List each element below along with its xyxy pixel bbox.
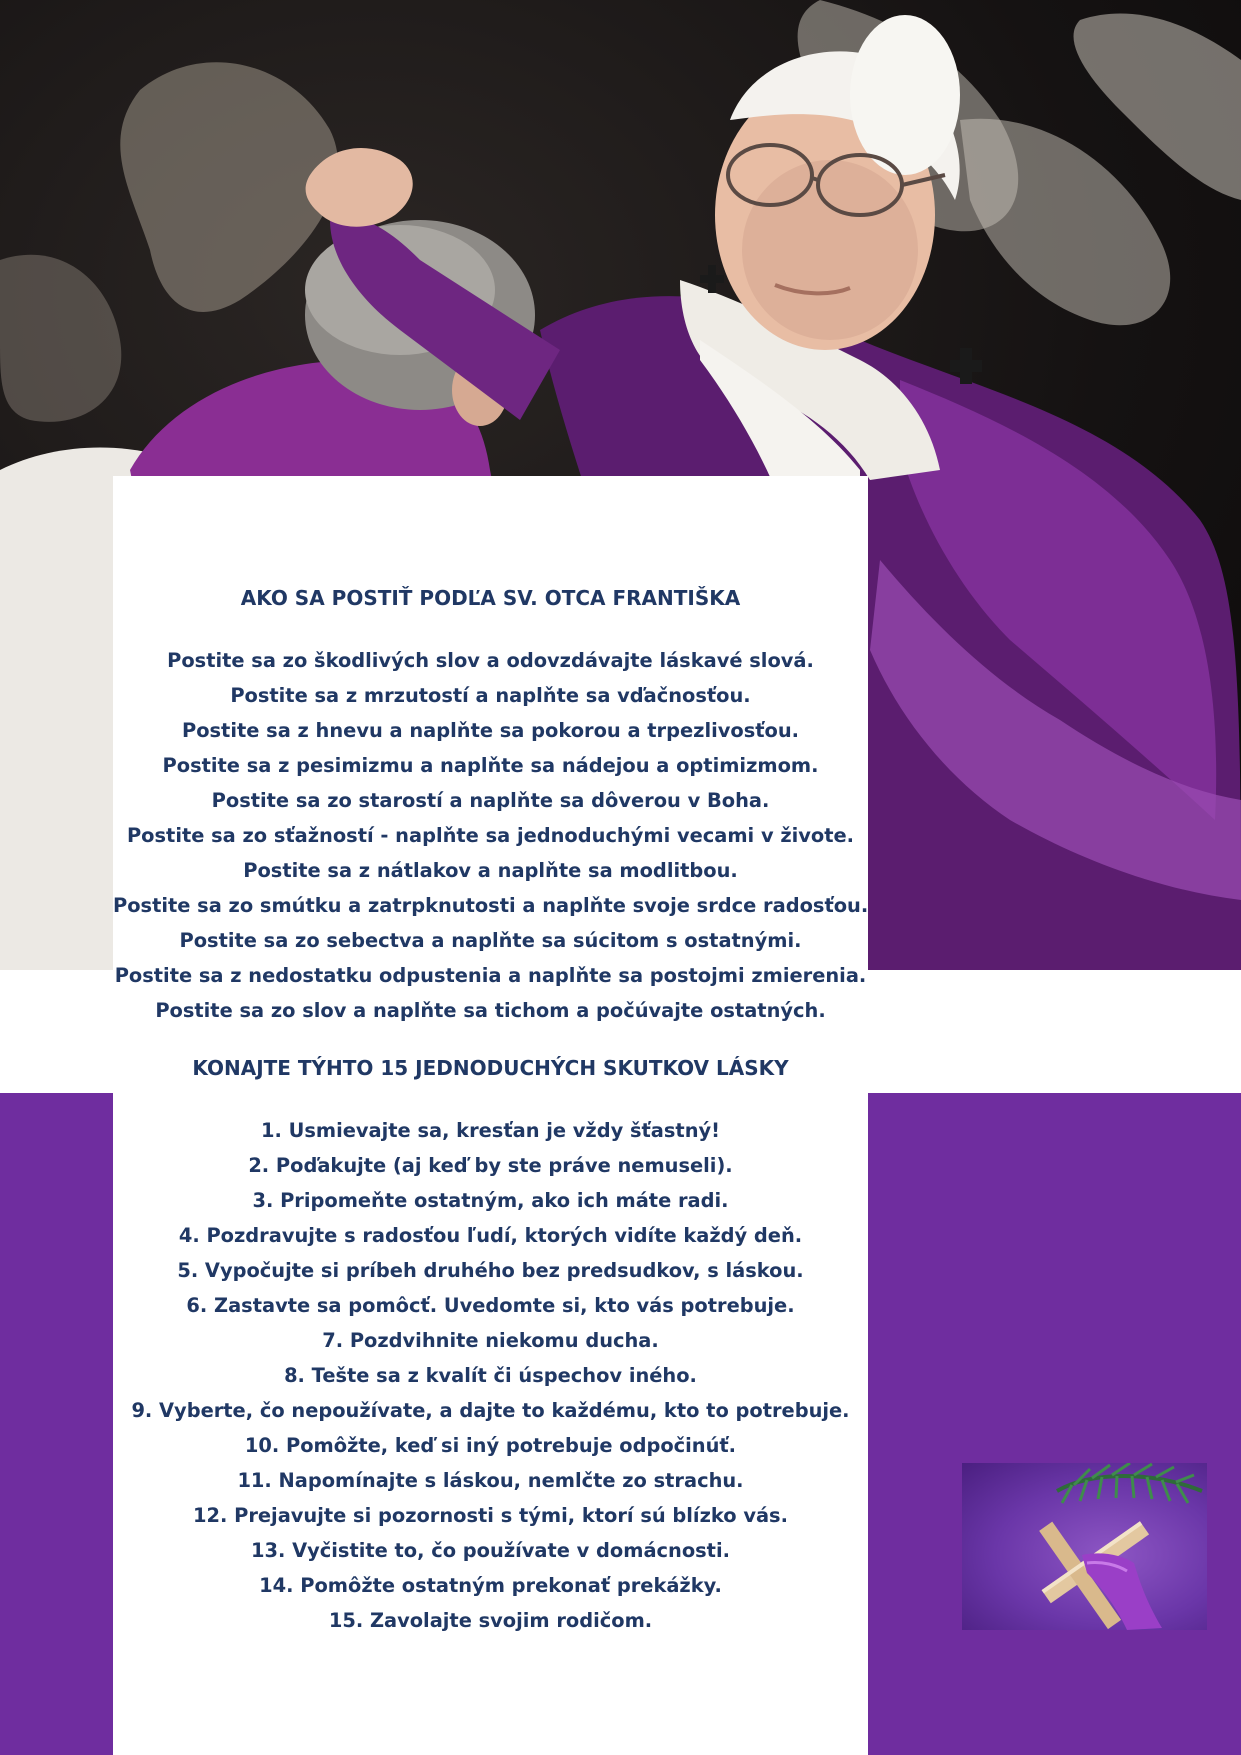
acts-item: 9. Vyberte, čo nepoužívate, a dajte to každému, kto to potrebuje. — [131, 1399, 850, 1422]
text-column — [113, 576, 868, 1638]
acts-item: 12. Prejavujte si pozornosti s tými, ktorí sú blízko vás. — [193, 1504, 788, 1527]
fasting-line: Postite sa z hnevu a naplňte sa pokorou a trpezlivosťou. — [181, 719, 800, 742]
fasting-line: Postite sa zo škodlivých slov a odovzdávajte láskavé slová. — [167, 649, 814, 672]
fasting-line: Postite sa zo starostí a naplňte sa dôverou v Boha. — [211, 789, 770, 812]
acts-item: 1. Usmievajte sa, kresťan je vždy šťastný! — [261, 1119, 720, 1142]
fasting-line: Postite sa z nátlakov a naplňte sa modlitbou. — [243, 859, 738, 882]
acts-item: 13. Vyčistite to, čo používate v domácnosti. — [251, 1539, 730, 1562]
fasting-line: Postite sa zo sťažností - naplňte sa jednoduchými vecami v živote. — [126, 824, 855, 847]
acts-item: 6. Zastavte sa pomôcť. Uvedomte si, kto vás potrebuje. — [186, 1294, 795, 1317]
fasting-line: Postite sa z mrzutostí a naplňte sa vďačnosťou. — [230, 684, 751, 707]
fasting-line: Postite sa z nedostatku odpustenia a naplňte sa postojmi zmierenia. — [114, 964, 867, 987]
acts-item: 8. Tešte sa z kvalít či úspechov iného. — [284, 1364, 697, 1387]
acts-item: 11. Napomínajte s láskou, nemlčte zo strachu. — [237, 1469, 744, 1492]
lent-cross-image — [962, 1463, 1207, 1630]
lent-cross-icon — [962, 1463, 1207, 1630]
acts-item: 5. Vypočujte si príbeh druhého bez predsudkov, s láskou. — [177, 1259, 804, 1282]
fasting-line: Postite sa zo sebectva a naplňte sa súcitom s ostatnými. — [179, 929, 802, 952]
acts-title: KONAJTE TÝHTO 15 JEDNODUCHÝCH SKUTKOV LÁSKY — [192, 1056, 789, 1080]
fasting-line: Postite sa zo smútku a zatrpknutosti a naplňte svoje srdce radosťou. — [113, 894, 869, 917]
acts-item: 4. Pozdravujte s radosťou ľudí, ktorých vidíte každý deň. — [178, 1224, 803, 1247]
acts-item: 2. Poďakujte (aj keď by ste práve nemuseli). — [248, 1154, 733, 1177]
acts-item: 15. Zavolajte svojim rodičom. — [328, 1609, 653, 1632]
fasting-line: Postite sa z pesimizmu a naplňte sa nádejou a optimizmom. — [162, 754, 819, 777]
acts-item: 14. Pomôžte ostatným prekonať prekážky. — [259, 1574, 722, 1597]
acts-item: 10. Pomôžte, keď si iný potrebuje odpočinúť. — [244, 1434, 737, 1457]
acts-item: 7. Pozdvihnite niekomu ducha. — [322, 1329, 659, 1352]
acts-item: 3. Pripomeňte ostatným, ako ich máte radi. — [252, 1189, 729, 1212]
acts-list — [113, 1113, 868, 1638]
fasting-line: Postite sa zo slov a naplňte sa tichom a počúvajte ostatných. — [155, 999, 826, 1022]
fasting-list — [113, 643, 868, 1028]
fasting-title: AKO SA POSTIŤ PODĽA SV. OTCA FRANTIŠKA — [240, 586, 741, 610]
